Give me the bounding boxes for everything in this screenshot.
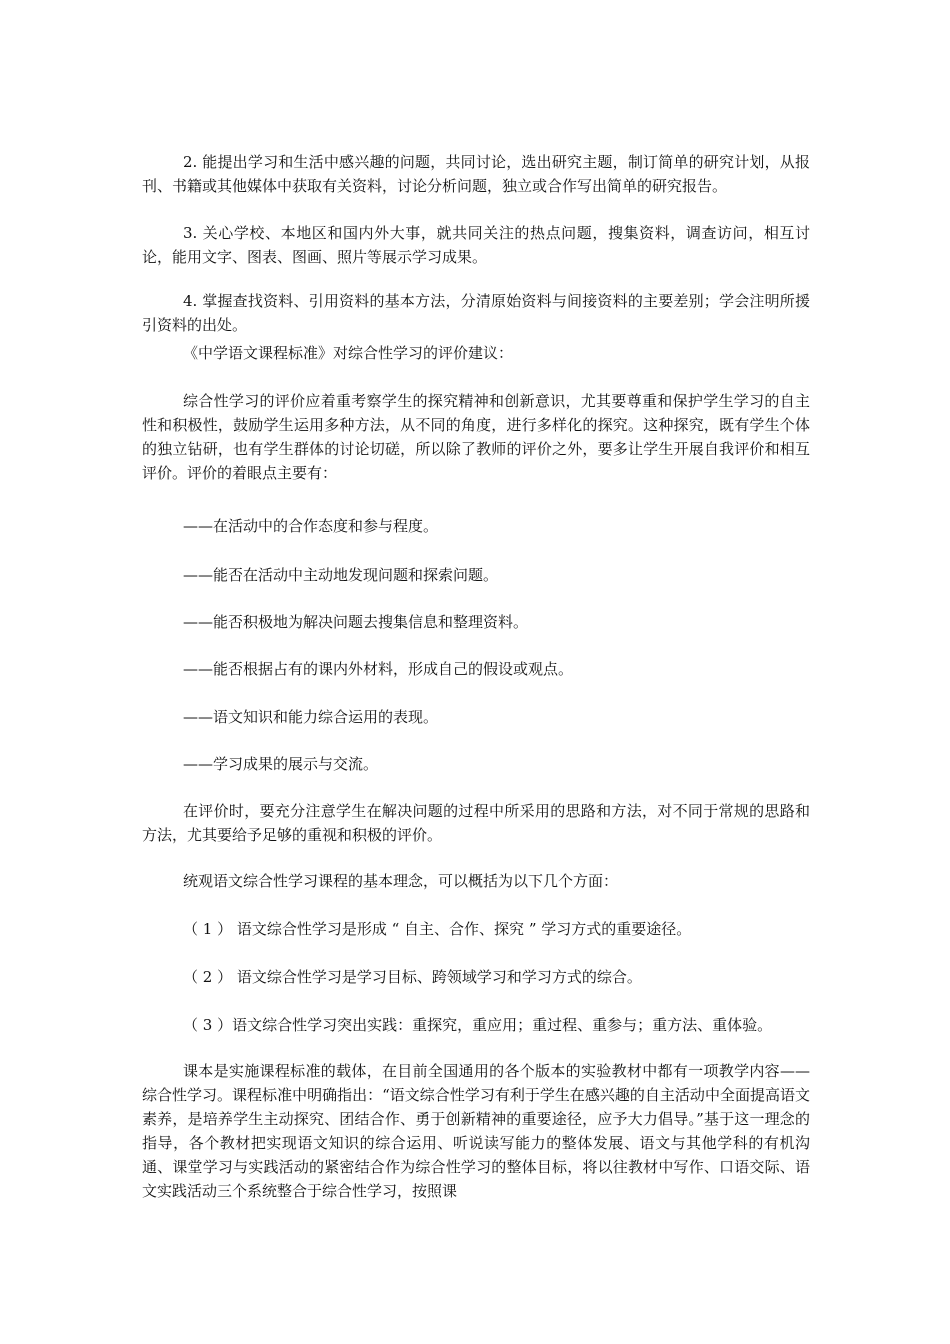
evaluation-point: ——语文知识和能力综合运用的表现。 xyxy=(183,708,439,726)
evaluation-point: ——能否积极地为解决问题去搜集信息和整理资料。 xyxy=(183,613,529,631)
concept-item-1: （ 1 ） 语文综合性学习是形成 “ 自主、合作、探究 ” 学习方式的重要途径。 xyxy=(183,920,692,938)
paragraph-textbook: 课本是实施课程标准的载体，在目前全国通用的各个版本的实验教材中都有一项教学内容——综合性学习。课程标准中明确指出：“语文综合性学习有利于学生在感兴趣的自主活动中全面提高语文素养，是培养学生主动探究、团结合作、勇于创新精神的重要途径，应予大力倡导。”基于这一理念的指导，各个教材把实现语文知识的综合运用、听说读写能力的整体发展、语文与其他学科的有机沟通、课堂学习与实践活动的紧密结合作为综合性学习的整体目标，将以往教材中写作、口语交际、语文实践活动三个系统整合于综合性学习，按照课 xyxy=(142,1062,810,1200)
paragraph-evaluation-method: 在评价时，要充分注意学生在解决问题的过程中所采用的思路和方法，对不同于常规的思路和方法，尤其要给予足够的重视和积极的评价。 xyxy=(142,802,810,844)
evaluation-point: ——能否根据占有的课内外材料，形成自己的假设或观点。 xyxy=(183,660,574,678)
evaluation-point: ——在活动中的合作态度和参与程度。 xyxy=(183,517,439,535)
paragraph-evaluation-advice: 综合性学习的评价应着重考察学生的探究精神和创新意识，尤其要尊重和保护学生学习的自主性和积极性，鼓励学生运用多种方法，从不同的角度，进行多样化的探究。这种探究，既有学生个体的独立钻研，也有学生群体的讨论切磋，所以除了教师的评价之外，要多让学生开展自我评价和相互评价。评价的着眼点主要有： xyxy=(142,392,810,482)
paragraph-standard-heading: 《中学语文课程标准》对综合性学习的评价建议： xyxy=(183,344,514,362)
concept-item-2: （ 2 ） 语文综合性学习是学习目标、跨领域学习和学习方式的综合。 xyxy=(183,968,642,986)
evaluation-point: ——能否在活动中主动地发现问题和探索问题。 xyxy=(183,566,499,584)
evaluation-point: ——学习成果的展示与交流。 xyxy=(183,755,379,773)
paragraph-item-3: 3. 关心学校、本地区和国内外大事，就共同关注的热点问题，搜集资料，调查访问，相互讨论，能用文字、图表、图画、照片等展示学习成果。 xyxy=(142,224,810,266)
paragraph-item-4: 4. 掌握查找资料、引用资料的基本方法，分清原始资料与间接资料的主要差别；学会注明所援引资料的出处。 xyxy=(142,292,810,334)
paragraph-item-2: 2. 能提出学习和生活中感兴趣的问题，共同讨论，选出研究主题，制订简单的研究计划，从报刊、书籍或其他媒体中获取有关资料，讨论分析问题，独立或合作写出简单的研究报告。 xyxy=(142,153,810,195)
concept-item-3: （ 3 ）语文综合性学习突出实践：重探究，重应用；重过程、重参与；重方法、重体验。 xyxy=(183,1016,773,1034)
paragraph-concepts-intro: 统观语文综合性学习课程的基本理念，可以概括为以下几个方面： xyxy=(183,872,619,890)
